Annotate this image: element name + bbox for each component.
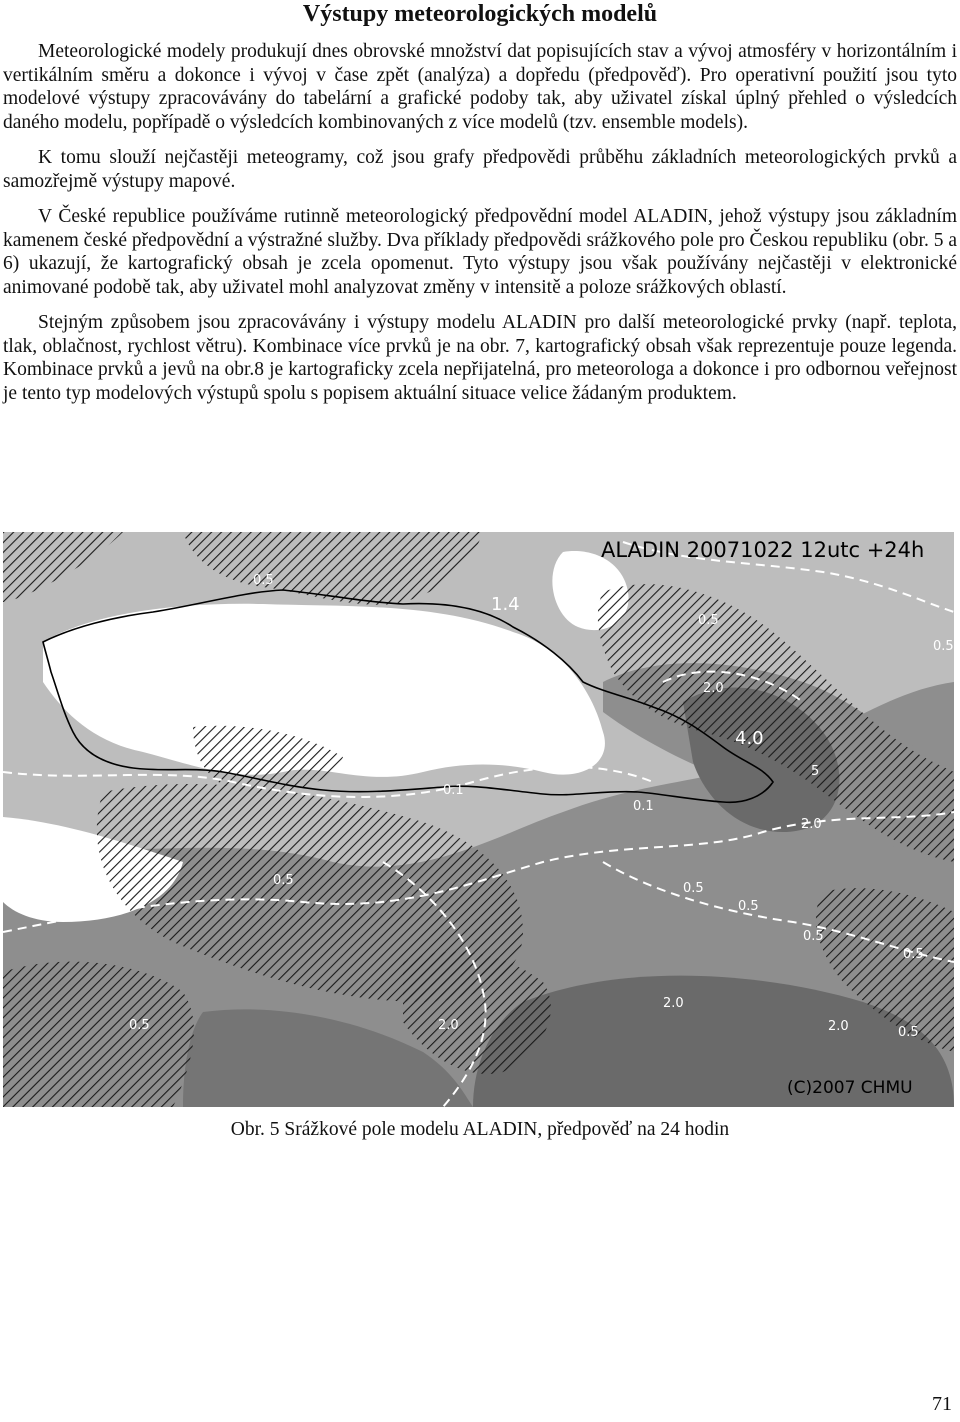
contour-label: 0.5 [253, 573, 274, 588]
paragraph-4: Stejným způsobem jsou zpracovávány i výstupy modelu ALADIN pro další meteorologické prvky (např. teplota, tlak, oblačnost, rychlost větru). Kombinace více prvků je na obr. 7, kartografický obsah však reprezentuje pouze legenda. Kombinace prvků a jevů na obr.8 je kartograficky zcela nepřijatelná, pro meteorologa a dokonce i pro odbornou veřejnost je tento typ modelových výstupů spolu s popisem aktuální situace velice žádaným produktem. [3, 312, 957, 404]
map-copyright: (C)2007 CHMU [787, 1078, 913, 1098]
page-number: 71 [932, 1393, 952, 1415]
contour-label: 0.5 [933, 639, 954, 654]
paragraph-3: V České republice používáme rutinně meteorologický předpovědní model ALADIN, jehož výstupy jsou základním kamenem české předpovědní a výstražné služby. Dva příklady předpovědi srážkového pole pro Českou republiku (obr. 5 a 6) ukazují, že kartografický obsah je zcela opomenut. Tyto výstupy jsou však používány nejčastěji v elektronické animované podobě tak, aby uživatel mohl analyzovat změny v intensitě a poloze srážkových oblastí. [3, 206, 957, 298]
contour-label: 0.5 [898, 1025, 919, 1040]
contour-label: 0.1 [443, 783, 464, 798]
body-text [3, 40, 957, 417]
precipitation-map [3, 532, 954, 1107]
contour-label: 1.4 [491, 594, 520, 615]
contour-label: 2.0 [801, 817, 822, 832]
contour-label: 0.5 [903, 947, 924, 962]
contour-label: 0.5 [738, 899, 759, 914]
map-header: ALADIN 20071022 12utc +24h [601, 538, 925, 562]
contour-label: 0.5 [683, 881, 704, 896]
contour-label: 0.5 [698, 613, 719, 628]
contour-label: 0.1 [633, 799, 654, 814]
contour-label: 0.5 [803, 929, 824, 944]
contour-label: 5 [811, 764, 820, 779]
contour-label: 2.0 [663, 996, 684, 1011]
contour-label: 0.5 [129, 1018, 150, 1033]
hatch-southwest [3, 962, 194, 1107]
paragraph-2: K tomu slouží nejčastěji meteogramy, což jsou grafy předpovědi průběhu základních meteorologických prvků a samozřejmě výstupy mapové. [3, 147, 957, 192]
paragraph-1: Meteorologické modely produkují dnes obrovské množství dat popisujících stav a vývoj atmosféry v horizontálním i vertikálním směru a dokonce i vývoj v čase zpět (analýza) a dopředu (předpověď). Pro operativní použití jsou tyto modelové výstupy zpracovávány do tabelární a grafické podoby tak, aby uživatel získal úplný přehled o výsledcích daného modelu, popřípadě o výsledcích kombinovaných z více modelů (tzv. ensemble models). [3, 41, 957, 133]
page-title: Výstupy meteorologických modelů [302, 1, 658, 27]
contour-label: 2.0 [438, 1018, 459, 1033]
contour-label: 0.5 [78, 639, 104, 658]
contour-label: 4.0 [735, 728, 764, 749]
contour-label: 0.5 [273, 873, 294, 888]
figure-caption: Obr. 5 Srážkové pole modelu ALADIN, předpověď na 24 hodin [230, 1119, 730, 1140]
contour-label: 2.0 [703, 681, 724, 696]
contour-label: 2.0 [828, 1019, 849, 1034]
